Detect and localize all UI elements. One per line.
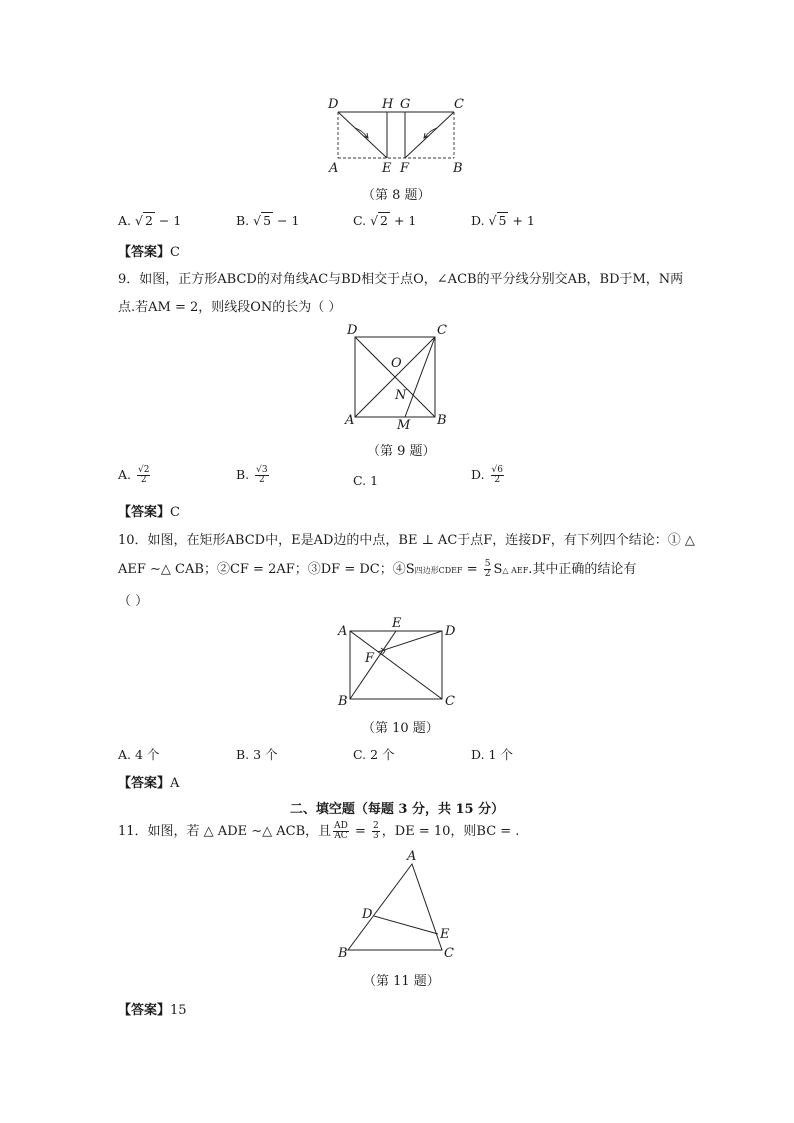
q9-label-a: A — [345, 413, 355, 428]
q9-option-d[interactable]: D. $\frac{√6}{2}$ — [471, 465, 504, 485]
q10-text-line3: （ ） — [118, 594, 149, 609]
q10-text-line2: AEF ∼△ CAB；②CF = 2AF；③DF = DC；④S四边形CDEF = $\frac{5}{2}$ S△ AEF.其中正确的结论有 — [118, 559, 637, 579]
q11-figure — [332, 846, 462, 962]
q8-label-g: G — [400, 97, 411, 112]
q9-text-line1: 9．如图，正方形ABCD的对角线AC与BD相交于点O，∠ACB的平分线分别交AB，BD于M，N两 — [118, 272, 684, 287]
q9-label-o: O — [391, 356, 402, 371]
q8-option-b[interactable]: B. √ 5 − 1 — [236, 213, 300, 228]
q10-option-d[interactable]: D. 1 个 — [471, 747, 513, 762]
q9-figure — [340, 320, 455, 435]
q8-option-c[interactable]: C. √ 2 + 1 — [353, 213, 417, 228]
q11-label-a: A — [407, 849, 417, 864]
q10-option-a[interactable]: A. 4 个 — [118, 747, 160, 762]
q10-label-e: E — [392, 616, 402, 631]
q8-label-b: B — [453, 161, 463, 176]
q10-text-line1: 10．如图，在矩形ABCD中，E是AD边的中点，BE ⊥ AC于点F，连接DF，有下列四个结论：① △ — [118, 533, 695, 548]
q10-option-b[interactable]: B. 3 个 — [236, 747, 278, 762]
q8-label-a: A — [329, 161, 339, 176]
q10-label-d: D — [445, 624, 456, 639]
q8-label-d: D — [328, 97, 339, 112]
q9-label-m: M — [397, 418, 411, 433]
q9-answer: 【答案】C — [118, 505, 180, 520]
q10-figure — [334, 614, 464, 710]
q10-option-c[interactable]: C. 2 个 — [353, 747, 395, 762]
q8-option-a[interactable]: A. √ 2 − 1 — [118, 213, 182, 228]
section-heading: 二、填空题（每题 3 分，共 15 分） — [289, 802, 505, 817]
q9-label-b: B — [437, 413, 447, 428]
q11-label-b: B — [338, 946, 348, 961]
q8-caption: （第 8 题） — [362, 188, 431, 203]
q11-text: 11．如图，若 △ ADE ∼△ ACB，且 $\frac{AD}{AC}$ = $\frac{2}{3}$ ，DE = 10，则BC = . — [118, 821, 520, 841]
q9-label-d: D — [347, 323, 358, 338]
q10-label-a: A — [338, 624, 348, 639]
q8-label-f: F — [400, 161, 410, 176]
q8-answer: 【答案】C — [118, 245, 180, 260]
q11-answer: 【答案】15 — [118, 1003, 187, 1018]
q9-label-c: C — [437, 323, 447, 338]
q10-options — [118, 745, 678, 763]
q9-options — [118, 466, 678, 492]
q10-caption: （第 10 题） — [362, 721, 439, 736]
q8-option-d[interactable]: D. √ 5 + 1 — [471, 213, 535, 228]
q8-label-c: C — [454, 97, 464, 112]
q10-label-c: C — [445, 694, 455, 709]
q10-label-b: B — [338, 694, 348, 709]
q8-figure — [320, 92, 480, 178]
q10-label-f: F — [365, 651, 375, 666]
q10-answer: 【答案】A — [118, 776, 180, 791]
q11-caption: （第 11 题） — [363, 974, 440, 989]
q8-label-e: E — [382, 161, 392, 176]
q11-label-d: D — [362, 907, 373, 922]
q9-option-c[interactable]: C. 1 — [353, 473, 379, 488]
q8-options — [118, 213, 678, 231]
q9-text-line2: 点.若AM = 2，则线段ON的长为（ ） — [118, 300, 342, 315]
q9-label-n: N — [395, 388, 407, 403]
q9-option-a[interactable]: A. $\frac{√2}{2}$ — [118, 465, 150, 485]
q9-caption: （第 9 题） — [367, 444, 436, 459]
q11-label-c: C — [444, 946, 454, 961]
q9-option-b[interactable]: B. $\frac{√3}{2}$ — [236, 465, 268, 485]
q11-label-e: E — [440, 927, 450, 942]
q8-label-h: H — [382, 97, 394, 112]
